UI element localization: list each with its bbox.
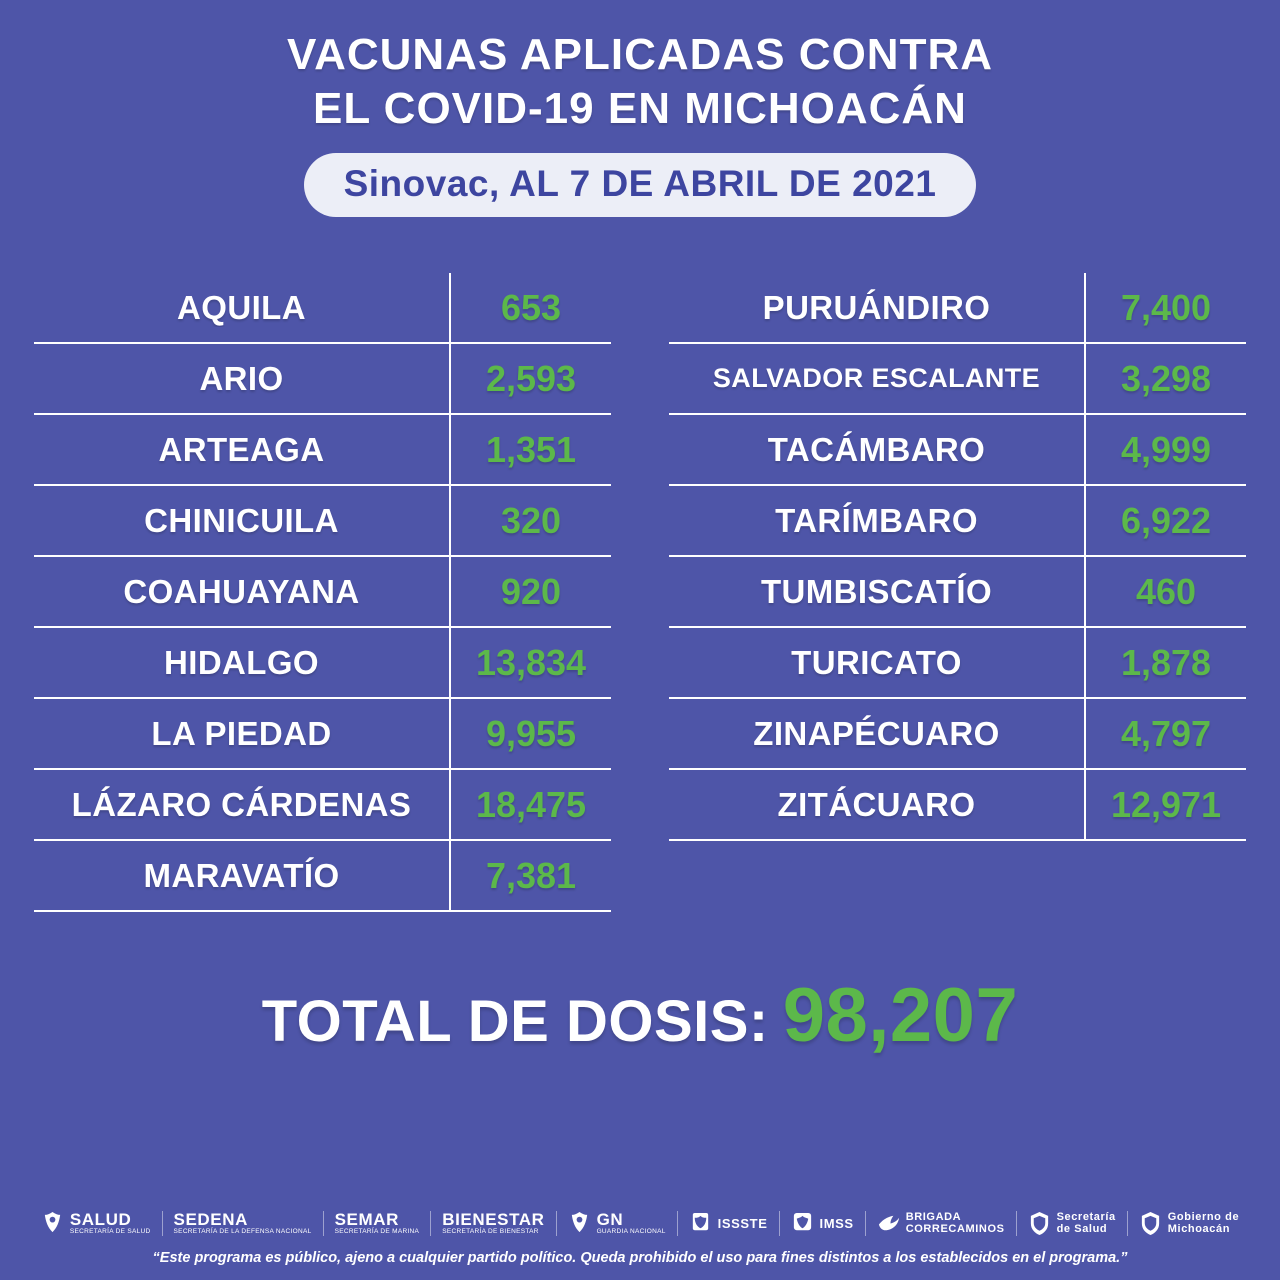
logo-secondary: SECRETARÍA DE SALUD: [69, 1228, 151, 1236]
table-row: [669, 770, 1246, 841]
table-row: [34, 628, 611, 699]
michoacan-seal-icon: [1028, 1211, 1051, 1236]
logo-primary: GN: [596, 1210, 624, 1230]
logo-primary: SEDENA: [173, 1210, 248, 1230]
total-doses: [0, 972, 1280, 1059]
logo-primary: BRIGADA: [905, 1210, 962, 1223]
dose-count: 7,400: [1084, 273, 1246, 342]
table-row: [669, 273, 1246, 344]
dose-count: 18,475: [449, 770, 611, 839]
table-row: [34, 699, 611, 770]
dose-count: 653: [449, 273, 611, 342]
title-line-2: EL COVID-19 EN MICHOACÁN: [313, 83, 967, 133]
municipality-name: AQUILA: [177, 288, 306, 326]
dose-count: 320: [449, 486, 611, 555]
table-row: [669, 557, 1246, 628]
gobierno-de-michoacan-logo: [1128, 1211, 1250, 1236]
eagle-seal-icon: [41, 1211, 64, 1236]
dose-count: 920: [449, 557, 611, 626]
data-tables: [0, 273, 1280, 912]
footer: [0, 1205, 1280, 1280]
municipality-name: TURICATO: [791, 643, 962, 681]
table-row: [34, 273, 611, 344]
municipality-name: LA PIEDAD: [151, 714, 332, 752]
logo-primary: SEMAR: [334, 1210, 399, 1230]
logo-text: [597, 1211, 666, 1236]
table-row: [34, 344, 611, 415]
logo-text: [70, 1211, 151, 1236]
municipality-name: LÁZARO CÁRDENAS: [71, 785, 412, 823]
roadrunner-icon: [877, 1211, 900, 1236]
municipality-name: HIDALGO: [164, 643, 319, 681]
municipality-name: PURUÁNDIRO: [762, 288, 991, 326]
table-row: [34, 841, 611, 912]
logo-primary: BIENESTAR: [442, 1210, 545, 1230]
dose-count: 4,999: [1084, 415, 1246, 484]
table-row: [34, 415, 611, 486]
dose-count: 6,922: [1084, 486, 1246, 555]
imss-logo: [780, 1211, 866, 1236]
total-value: 98,207: [782, 973, 1019, 1059]
logo-primary: SALUD: [69, 1210, 132, 1230]
table-right: [669, 273, 1246, 912]
municipality-name: ARTEAGA: [158, 430, 325, 468]
municipality-name: MARAVATÍO: [143, 856, 340, 894]
municipality-name: ZINAPÉCUARO: [753, 714, 1000, 752]
dose-count: 4,797: [1084, 699, 1246, 768]
legal-disclaimer: “Este programa es público, ajeno a cualquier partido político. Queda prohibido el uso para fines distintos a los establecidos en el programa.”: [152, 1250, 1128, 1266]
municipality-name: TARÍMBARO: [775, 501, 978, 539]
table-row: [669, 344, 1246, 415]
header: [0, 0, 1280, 217]
logo-text: [174, 1211, 312, 1236]
logo-text: [335, 1211, 420, 1236]
municipality-name: ZITÁCUARO: [777, 785, 976, 823]
dose-count: 1,351: [449, 415, 611, 484]
logo-secondary: de Salud: [1056, 1222, 1108, 1235]
eagle-seal-icon: [568, 1211, 591, 1236]
logo-text: [820, 1217, 854, 1231]
table-row: [669, 415, 1246, 486]
table-row: [34, 557, 611, 628]
table-row: [669, 486, 1246, 557]
page-title: [0, 28, 1280, 135]
issste-logo: [678, 1211, 780, 1236]
table-row: [34, 770, 611, 841]
logo-strip: [0, 1205, 1280, 1246]
dose-count: 9,955: [449, 699, 611, 768]
secretaria-de-salud-michoacan-logo: [1017, 1211, 1128, 1236]
table-row: [669, 628, 1246, 699]
municipality-name: COAHUAYANA: [123, 572, 360, 610]
dose-count: 13,834: [449, 628, 611, 697]
michoacan-crest-icon: [1139, 1211, 1162, 1236]
logo-secondary: SECRETARÍA DE BIENESTAR: [442, 1228, 539, 1236]
logo-secondary: SECRETARÍA DE MARINA: [334, 1228, 420, 1236]
dose-count: 1,878: [1084, 628, 1246, 697]
logo-primary: ISSSTE: [717, 1215, 768, 1231]
title-line-1: VACUNAS APLICADAS CONTRA: [287, 30, 993, 79]
dose-count: 7,381: [449, 841, 611, 910]
dose-count: 12,971: [1084, 770, 1246, 839]
table-row: [669, 699, 1246, 770]
logo-secondary: SECRETARÍA DE LA DEFENSA NACIONAL: [173, 1228, 312, 1236]
total-label: TOTAL DE DOSIS:: [261, 989, 769, 1055]
sedena-logo: [163, 1211, 324, 1236]
subtitle-pill: Sinovac, AL 7 DE ABRIL DE 2021: [304, 153, 977, 217]
salud-logo: [30, 1211, 163, 1236]
semar-logo: [324, 1211, 432, 1236]
logo-secondary: Michoacán: [1167, 1222, 1231, 1235]
municipality-name: ARIO: [199, 359, 284, 397]
logo-primary: Gobierno de: [1167, 1210, 1240, 1223]
dose-count: 460: [1084, 557, 1246, 626]
municipality-name: CHINICUILA: [144, 501, 339, 539]
municipality-name: TACÁMBARO: [767, 430, 986, 468]
logo-primary: IMSS: [819, 1215, 854, 1231]
logo-text: [1057, 1212, 1116, 1235]
logo-secondary: GUARDIA NACIONAL: [596, 1228, 666, 1236]
dose-count: 3,298: [1084, 344, 1246, 413]
logo-text: [1168, 1212, 1239, 1235]
logo-secondary: CORRECAMINOS: [905, 1222, 1005, 1235]
logo-text: [718, 1217, 768, 1231]
logo-text: [906, 1212, 1005, 1235]
dose-count: 2,593: [449, 344, 611, 413]
bienestar-logo: [431, 1211, 556, 1236]
imss-eagle-icon: [791, 1211, 814, 1236]
issste-emblem-icon: [689, 1211, 712, 1236]
brigada-correcaminos-logo: [866, 1211, 1017, 1236]
subtitle-pill-wrap: [0, 153, 1280, 217]
logo-primary: Secretaría: [1056, 1210, 1116, 1223]
municipality-name: SALVADOR ESCALANTE: [712, 363, 1041, 394]
logo-text: [442, 1211, 544, 1236]
municipality-name: TUMBISCATÍO: [760, 572, 993, 610]
table-left: [34, 273, 611, 912]
table-row: [34, 486, 611, 557]
guardia-nacional-logo: [557, 1211, 678, 1236]
